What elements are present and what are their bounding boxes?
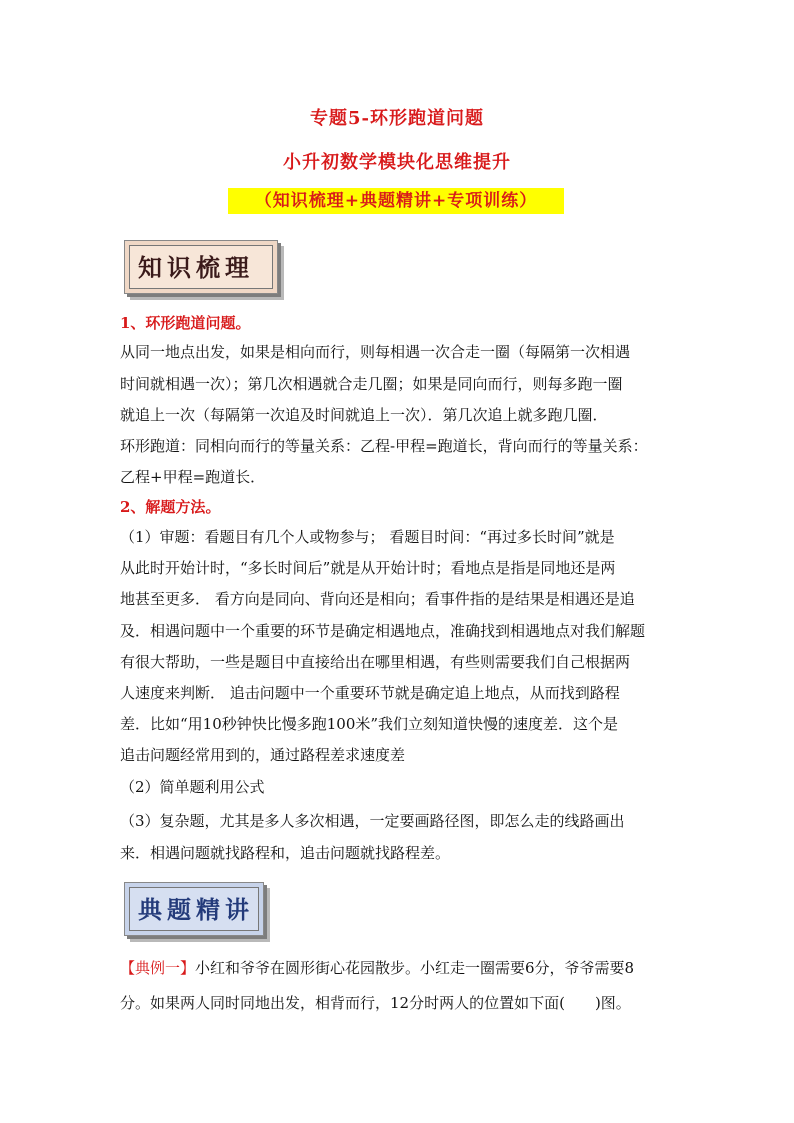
paragraph-line: 地甚至更多． 看方向是同向、背向还是相向；看事件指的是结果是相遇还是追 — [120, 590, 635, 608]
section-heading-2: 2、解题方法。 — [120, 498, 221, 516]
paragraph-line: 追击问题经常用到的，通过路程差求速度差 — [120, 746, 406, 764]
paragraph-line: 时间就相遇一次）；第几次相遇就合走几圈；如果是同向而行，则每多跑一圈 — [120, 375, 623, 393]
paragraph-line: 及．相遇问题中一个重要的环节是确定相遇地点，准确找到相遇地点对我们解题 — [120, 622, 646, 640]
examples-badge-label: 典题精讲 — [129, 887, 259, 931]
paragraph-line: （1）审题：看题目有几个人或物参与； 看题目时间：“再过多长时间”就是 — [120, 528, 615, 546]
section-heading-1: 1、环形跑道问题。 — [120, 314, 251, 332]
knowledge-badge-label: 知识梳理 — [129, 245, 273, 289]
paragraph-line: （3）复杂题，尤其是多人多次相遇，一定要画路径图，即怎么走的线路画出 — [120, 812, 625, 830]
document-title: 专题5-环形跑道问题 — [310, 108, 484, 129]
example-text: 小红和爷爷在圆形街心花园散步。小红走一圈需要6分，爷爷需要8 — [195, 959, 635, 977]
paragraph-line: 环形跑道：同相向而行的等量关系：乙程-甲程=跑道长，背向而行的等量关系： — [120, 437, 648, 455]
example-tag: 【典例一】 — [120, 959, 196, 977]
paragraph-line: 来．相遇问题就找路程和，追击问题就找路程差。 — [120, 844, 451, 862]
paragraph-line: 有很大帮助，一些是题目中直接给出在哪里相遇，有些则需要我们自己根据两 — [120, 653, 631, 671]
example-line: 分。如果两人同时同地出发，相背而行，12分时两人的位置如下面( )图。 — [120, 994, 631, 1012]
paragraph-line: 差．比如“用10秒钟快比慢多跑100米”我们立刻知道快慢的速度差．这个是 — [120, 715, 619, 733]
examples-badge — [124, 882, 264, 936]
document-subtitle: 小升初数学模块化思维提升 — [283, 152, 511, 173]
paragraph-line: 从同一地点出发，如果是相向而行，则每相遇一次合走一圈（每隔第一次相遇 — [120, 343, 631, 361]
paragraph-line: 人速度来判断． 追击问题中一个重要环节就是确定追上地点，从而找到路程 — [120, 684, 620, 702]
paragraph-line: 从此时开始计时，“多长时间后”就是从开始计时；看地点是指是同地还是两 — [120, 559, 616, 577]
paragraph-line: 乙程+甲程=跑道长． — [120, 468, 266, 486]
paragraph-line: （2）简单题利用公式 — [120, 778, 265, 796]
example-line — [120, 958, 634, 978]
knowledge-badge — [124, 240, 278, 294]
document-tagline: （知识梳理+典题精讲+专项训练） — [228, 188, 564, 214]
paragraph-line: 就追上一次（每隔第一次追及时间就追上一次）．第几次追上就多跑几圈． — [120, 406, 608, 424]
